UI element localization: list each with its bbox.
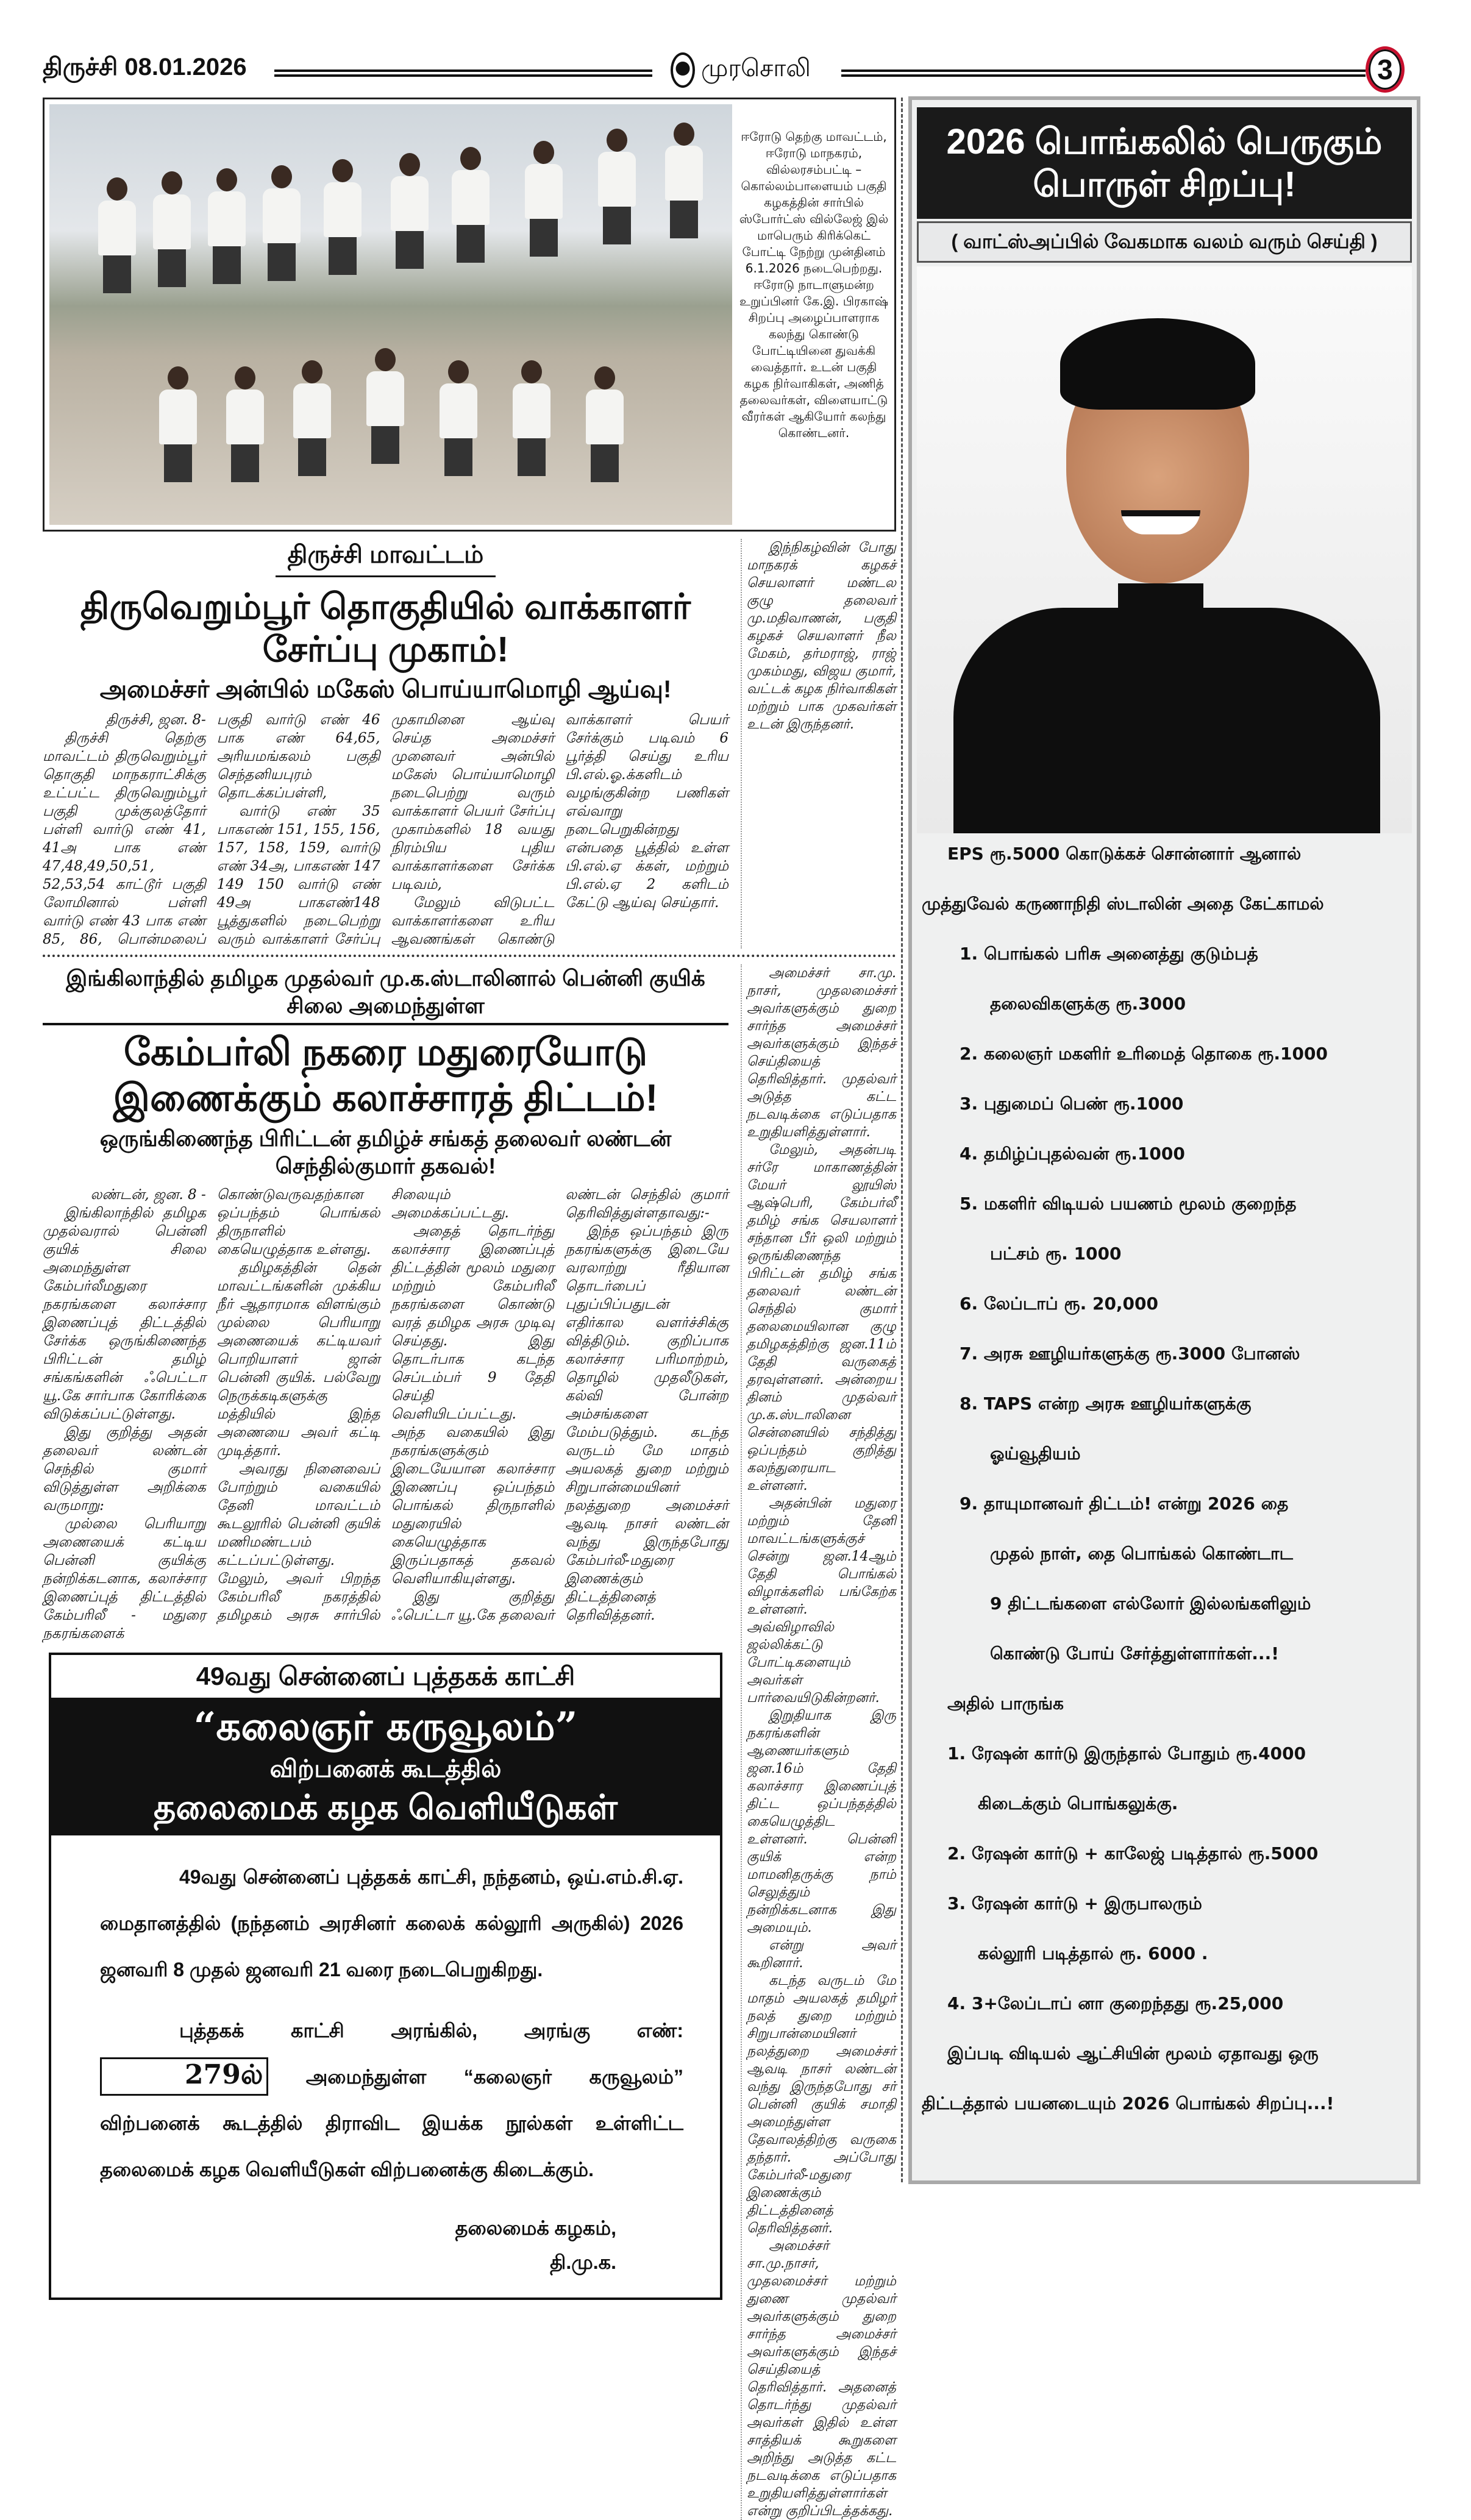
ad-title: “கலைஞர் கருவூலம்” [193,1703,578,1749]
feature-line: 4. தமிழ்ப்புதல்வன் ரூ.1000 [960,1143,1185,1164]
article2-paragraph: அதைத் தொடர்ந்து கலாச்சார இணைப்புத் திட்டத்தின் மூலம் மதுரை மற்றும் கேம்பரிலீ நகரங்களை கொண்டு வரத் தமிழக அரசு முடிவு செய்தது. இது தொடர்பாக கடந்த செப்டம்பர் 9 தேதி செய்தி வெளியிடப்பட்டது. அந்த வகையில் இது நகரங்களுக்கும் இடையேயான கலாச்சார இணைப்பு ஒப்பந்தம் பொங்கல் திருநாளில் மதுரையில் கையெழுத்தாக இருப்பதாகத் தகவல் வெளியாகியுள்ளது. [391,1223,555,1587]
feature-line: 8. TAPS என்ற அரசு ஊழியர்களுக்கு [960,1393,1252,1414]
article1-kicker [43,541,728,577]
ad-sign-line2: தி.மு.க. [550,2251,616,2273]
feature-line: 9. தாயுமானவர் திட்டம்! என்று 2026 தை [960,1493,1289,1514]
feature-title [917,107,1412,219]
article1-continuation [741,539,896,949]
stall-number-box: 279ல் [100,2057,268,2096]
header-rule-left [274,69,652,77]
article2-continuation [741,964,896,2520]
article2-paragraph: அதன்பின் மதுரை மற்றும் தேனி மாவட்டங்களுக்குச் சென்று ஜன.14ஆம் தேதி பொங்கல் விழாக்களில் பங்கேற்க உள்ளனர். அவ்விழாவில் ஜல்லிக்கட்டு போட்டிகளையும் அவர்கள் பார்வையிடுகின்றனர். [747,1496,896,1706]
article1-subheadline: அமைச்சர் அன்பில் மகேஸ் பொய்யாமொழி ஆய்வு! [99,676,672,703]
photo-caption: ஈரோடு தெற்கு மாவட்டம், ஈரோடு மாநகரம், வில்லரசம்பட்டி – கொல்லம்பாளையம் பகுதி கழகத்தின் சார்பில் ஸ்போர்ட்ஸ் வில்லேஜ் இல் மாபெரும் கிரிக்கெட் போட்டி நேற்று முன்தினம் 6.1.2026 நடைபெற்றது. ஈரோடு நாடாளுமன்ற உறுப்பினர் கே.இ. பிரகாஷ் சிறப்பு அழைப்பாளராக கலந்து கொண்டு போட்டியினை துவக்கி வைத்தார். உடன் பகுதி கழக நிர்வாகிகள், அணித் தலைவர்கள், விளையாட்டு வீரர்கள் ஆகியோர் கலந்து கொண்டனர். [739,129,889,440]
masthead-name: முரசொலி [701,55,811,82]
feature-line: 6. லேப்டாப் ரூ. 20,000 [960,1293,1159,1314]
feature-line: 9 திட்டங்களை எல்லோர் இல்லங்களிலும் [990,1593,1311,1614]
section-divider [43,955,896,957]
feature-line: 7. அரசு ஊழியர்களுக்கு ரூ.3000 போனஸ் [960,1343,1300,1364]
article2-paragraph: இறுதியாக இரு நகரங்களின் ஆணையர்களும் ஜன.16ம் தேதி கலாச்சார இணைப்புத் திட்ட ஒப்பந்தத்தில் கையெழுத்திட உள்ளனர். பென்னி குயிக் என்ற மாமனிதருக்கு நாம் செலுத்தும் நன்றிக்கடனாக இது அமையும். [747,1708,896,1936]
cricket-event-photo [49,104,732,525]
article1-paragraph: வார்டு எண் 35 பாகஎண் 151, 155, 156, 157, 158, 159, வார்டு எண் 34அ, பாகஎண் 147 149 150 வார்டு எண் 49அ பாகஎண்148 பூத்துகளில் நடைபெற்று வரும் வாக்காளர் சேர்ப்பு முகாமினை ஆய்வு செய்த அமைச்சர் முனைவர் அன்பில் மகேஸ் பொய்யாமொழி நடைபெற்று வரும் வாக்காளர் பெயர் சேர்ப்பு முகாம்களில் 18 வயது நிரம்பிய புதிய வாக்காளர்களை சேர்க்க படிவம், [216,712,555,948]
feature-line: முத்துவேல் கருணாநிதி ஸ்டாலின் அதை கேட்காமல் [922,893,1324,914]
article2-dateline: லண்டன், ஜன. 8 - [90,1186,206,1203]
feature-line: EPS ரூ.5000 கொடுக்கச் சொன்னார் ஆனால் [947,843,1302,864]
feature-line: 3. ரேஷன் கார்டு + இருபாலரும் [947,1893,1202,1913]
feature-line: 1. ரேஷன் கார்டு இருந்தால் போதும் ரூ.4000 [947,1743,1306,1764]
ad-body [51,1835,720,2298]
feature-line: கல்லூரி படித்தால் ரூ. 6000 . [978,1943,1208,1963]
book-fair-advertisement [49,1653,722,2300]
article2-headline: கேம்பர்லி நகரை மதுரையோடு இணைக்கும் கலாச்சாரத் திட்டம்! [113,1031,658,1119]
ad-paragraph: 49வது சென்னைப் புத்தகக் காட்சி, நந்தனம், ஒய்.எம்.சி.ஏ. மைதானத்தில் (நந்தனம் அரசினர் கலைக் கல்லூரி அருகில்) 2026 ஜனவரி 8 முதல் ஜனவரி 21 வரை நடைபெறுகிறது. [100,1865,683,1981]
column-separator [901,98,903,2182]
ad-signature [100,2211,683,2279]
feature-line: கிடைக்கும் பொங்கலுக்கு. [978,1793,1178,1813]
feature-line: பட்சம் ரூ. 1000 [990,1243,1122,1264]
ad-stall-label: புத்தகக் காட்சி அரங்கில், அரங்கு எண்: [179,2019,683,2041]
article1-paragraph: திருச்சி தெற்கு மாவட்டம் திருவெறும்பூர் தொகுதி மாநகராட்சிக்கு உட்பட்ட திருவெறும்பூர் பகுதி முக்குலத்தோர் பள்ளி வார்டு எண் 41, 41அ பாக எண் 47,48,49,50,51, 52,53,54 காட்டூர் பகுதி லோமினால் பள்ளி வார்டு எண் 43 பாக எண் 85, 86, பொன்மலைப் பகுதி வார்டு எண் 46 பாக எண் 64,65, அரியமங்கலம் பகுதி செந்தனியபுரம் தொடக்கப்பள்ளி, [43,712,380,948]
edition-date: திருச்சி 08.01.2026 [43,54,247,80]
feature-line: ஓய்வூதியம் [990,1443,1081,1464]
article2-paragraph: கடந்த வருடம் மே மாதம் அயலகத் தமிழர் நலத் துறை மற்றும் சிறுபான்மையினர் நலத்துறை அமைச்சர் ஆவடி நாசர் லண்டன் வந்து இருந்தபோது சர் பென்னி குயிக் சமாதி அமைந்துள்ள தேவாலத்திற்கு வருகை தந்தார். அப்போது கேம்பர்லீ-மதுரை இணைக்கும் திட்டத்தினைத் தெரிவித்தனர். [747,1973,896,2237]
chief-minister-portrait [917,266,1412,833]
feature-line: 4. 3+லேப்டாப் னா குறைந்தது ரூ.25,000 [947,1993,1284,2013]
article2-paragraph: மேலும், அதன்படி சர்ரே மாகாணத்தின் மேயர் லூயிஸ் ஆஷ்பெரி, கேம்பர்லீ தமிழ் சங்க செயலாளர் சந்தான பீர் ஒலி மற்றும் ஒருங்கிணைந்த பிரிட்டன் தமிழ் சங்க தலைவர் லண்டன் செந்தில் குமார் தலைமையிலான குழு தமிழகத்திற்கு ஜன.11ம் தேதி வருகைத் தரவுள்ளனர். அன்றைய தினம் முதல்வர் மு.க.ஸ்டாலினை சென்னையில் சந்தித்து ஒப்பந்தம் குறித்து கலந்துரையாட உள்ளனர். [747,1142,896,1494]
article2-paragraph: இது குறித்து ஃபெட்டா யூ.கே தலைவர் லண்டன் செந்தில் குமார் தெரிவித்துள்ளதாவது:- [391,1186,728,1623]
feature-line: திட்டத்தால் பயனடையும் 2026 பொங்கல் சிறப்பு...! [922,2093,1334,2113]
ad-line3: தலைமைக் கழக வெளியீடுகள் [153,1787,618,1826]
ad-stall-text: அமைந்துள்ள “கலைஞர் கருவூலம்” விற்பனைக் கூடத்தில் திராவிட இயக்க நூல்கள் உள்ளிட்ட தலைமைக் கழக வெளியீடுகள் விற்பனைக்கு கிடைக்கும். [100,2065,684,2180]
article2-paragraph: இந்த ஒப்பந்தம் இரு நகரங்களுக்கு இடையே வரலாற்று ரீதியான தொடர்பைப் புதுப்பிப்பதுடன் எதிர்கால வளர்ச்சிக்கு வித்திடும். குறிப்பாக கலாச்சார பரிமாற்றம், தொழில் முதலீடுகள், கல்வி போன்ற அம்சங்களை மேம்படுத்தும். கடந்த வருடம் மே மாதம் அயலகத் துறை மற்றும் சிறுபான்மையினர் நலத்துறை அமைச்சர் ஆவடி நாசர் லண்டன் வந்து இருந்தபோது கேம்பர்லீ-மதுரை இணைக்கும் திட்டத்தினைத் தெரிவித்தனர். [565,1223,728,1623]
feature-line: 2. ரேஷன் கார்டு + காலேஜ் படித்தால் ரூ.5000 [947,1843,1319,1863]
header-rule-right [841,69,1366,77]
article2-paragraph: இது குறித்து அதன் தலைவர் லண்டன் செந்தில் குமார் விடுத்துள்ள அறிக்கை வருமாறு: [43,1424,206,1514]
article1-kicker-text: திருச்சி மாவட்டம் [276,541,496,577]
ad-sign-line1: தலைமைக் கழகம், [455,2216,616,2239]
article2-paragraph: முல்லை பெரியாறு அணையைக் கட்டிய பென்னி குயிக்கு நன்றிக்கடனாக, கலாச்சார இணைப்புத் திட்டத்தில் கேம்பரிலீ - மதுரை நகரங்களைக் கொண்டுவருவதற்கான ஒப்பந்தம் பொங்கல் திருநாளில் கையெழுத்தாக உள்ளது. [43,1186,380,1642]
article2-paragraph: தமிழகத்தின் தென் மாவட்டங்களின் முக்கிய நீர் ஆதாரமாக விளங்கும் முல்லை பெரியாறு அணையைக் கட்டியவர் பொறியாளர் ஜான் பென்னி குயிக். பல்வேறு நெருக்கடிகளுக்கு மத்தியில் இந்த அணையை அவர் கட்டி முடித்தார். [216,1259,380,1459]
pongal-feature-panel [908,96,1420,2184]
article2-paragraph: இங்கிலாந்தில் தமிழக முதல்வரால் பென்னி குயிக் சிலை அமைந்துள்ள கேம்பர்லீமதுரை நகரங்களை கலாச்சார இணைப்புத் திட்டத்தில் சேர்க்க ஒருங்கிணைந்த பிரிட்டன் தமிழ் சங்கங்களின் ஃபெட்டா யூ.கே சார்பாக கோரிக்கை விடுக்கப்பட்டுள்ளது. [43,1205,206,1422]
feature-line: கொண்டு போய் சேர்த்துள்ளார்கள்...! [990,1643,1279,1664]
feature-line: 1. பொங்கல் பரிசு அனைத்து குடும்பத் [960,943,1258,964]
feature-subtitle: ( வாட்ஸ்அப்பில் வேகமாக வலம் வரும் செய்தி ) [917,221,1412,263]
article2-body [43,1186,728,1643]
article1-dateline: திருச்சி, ஜன. 8- [105,712,206,728]
article2-subheadline: ஒருங்கிணைந்த பிரிட்டன் தமிழ்ச் சங்கத் தலைவர் லண்டன் செந்தில்குமார் தகவல்! [99,1125,672,1178]
article1-headline: திருவெறும்பூர் தொகுதியில் வாக்காளர் சேர்ப்பு முகாம்! [80,587,691,669]
feature-line: இப்படி விடியல் ஆட்சியின் மூலம் ஏதாவது ஒரு [947,2043,1319,2063]
ad-paragraph [100,2007,683,2193]
left-news-area [43,98,896,2520]
ad-banner [51,1698,720,1835]
feature-line: தலைவிகளுக்கு ரூ.3000 [990,993,1186,1014]
feature-line: 3. புதுமைப் பெண் ரூ.1000 [960,1093,1184,1114]
article2-paragraph: அமைச்சர் சா.மு. நாசர், முதலமைச்சர் அவர்களுக்கும் துறை சார்ந்த அமைச்சர் அவர்களுக்கும் இந்தச் செய்தியைத் தெரிவித்தார். முதல்வர் அடுத்த கட்ட நடவடிக்கை எடுப்பதாக உறுதியளித்துள்ளார். [747,966,896,1141]
rising-sun-emblem-icon [671,52,695,88]
article2-paragraph: என்று அவர் கூறினார். [747,1938,896,1971]
feature-line: 2. கலைஞர் மகளிர் உரிமைத் தொகை ரூ.1000 [960,1043,1328,1064]
article1 [43,539,896,949]
article1-paragraph: மேலும் விடுபட்ட வாக்காளர்களை உரிய ஆவணங்கள் கொண்டு வாக்காளர் பெயர் சேர்க்கும் படிவம் 6 பூர்த்தி செய்து உரிய பி.எல்.ஓ.க்களிடம் வழங்குகின்ற பணிகள் எவ்வாறு நடைபெறுகின்றது என்பதை பூத்தில் உள்ள பி.எல்.ஏ க்கள், மற்றும் பி.எல்.ஏ 2 களிடம் கேட்டு ஆய்வு செய்தார். [391,712,728,948]
ad-top-line: 49வது சென்னைப் புத்தகக் காட்சி [196,1661,575,1690]
feature-line: அதில் பாருங்க [947,1693,1064,1714]
feature-line: முதல் நாள், தை பொங்கல் கொண்டாட [990,1543,1293,1564]
feature-line: 5. மகளிர் விடியல் பயணம் மூலம் குறைந்த [960,1193,1297,1214]
article1-paragraph: இந்நிகழ்வின் போது மாநகரக் கழகச் செயலாளர் மண்டல குழு தலைவர் மு.மதிவாணன், பகுதி கழகச் செயலாளர் நீல மேகம், தர்மராஜ், ராஜ் முகம்மது, விஜய குமார், வட்டக் கழக நிர்வாகிகள் மற்றும் பாக முகவர்கள் உடன் இருந்தனர். [747,540,896,732]
article2 [43,964,896,2520]
article1-body [43,711,728,949]
photo-story [43,98,896,532]
ad-line2: விற்பனைக் கூடத்தில் [269,1755,502,1782]
page-number-badge: 3 [1366,46,1405,93]
masthead-logo [671,52,811,88]
article2-paragraph: அமைச்சர் சா.மு.நாசர், முதலமைச்சர் மற்றும் துணை முதல்வர் அவர்களுக்கும் துறை சார்ந்த அமைச்சர் அவர்களுக்கும் இந்தச் செய்தியைத் தெரிவித்தார். அதனைத் தொடர்ந்து முதல்வர் அவர்கள் இதில் உள்ள சாத்தியக் கூறுகளை அறிந்து அடுத்த கட்ட நடவடிக்கை எடுப்பதாக உறுதியளித்துள்ளார்கள் என்று குறிப்பிடத்தக்கது. [747,2238,896,2519]
feature-text [917,842,1412,2116]
feature-title-text: 2026 பொங்கலில் பெருகும் பொருள் சிறப்பு! [946,122,1383,204]
article2-paragraph: அவரது நினைவைப் போற்றும் வகையில் தேனி மாவட்டம் கூடலூரில் பென்னி குயிக் மணிமண்டபம் கட்டப்பட்டுள்ளது. மேலும், அவர் பிறந்த கேம்பரிலீ நகரத்தில் தமிழகம் அரசு சார்பில் சிலையும் அமைக்கப்பட்டது. [216,1186,509,1623]
article2-kicker: இங்கிலாந்தில் தமிழக முதல்வர் மு.க.ஸ்டாலினால் பென்னி குயிக் சிலை அமைந்துள்ள [43,964,728,1025]
